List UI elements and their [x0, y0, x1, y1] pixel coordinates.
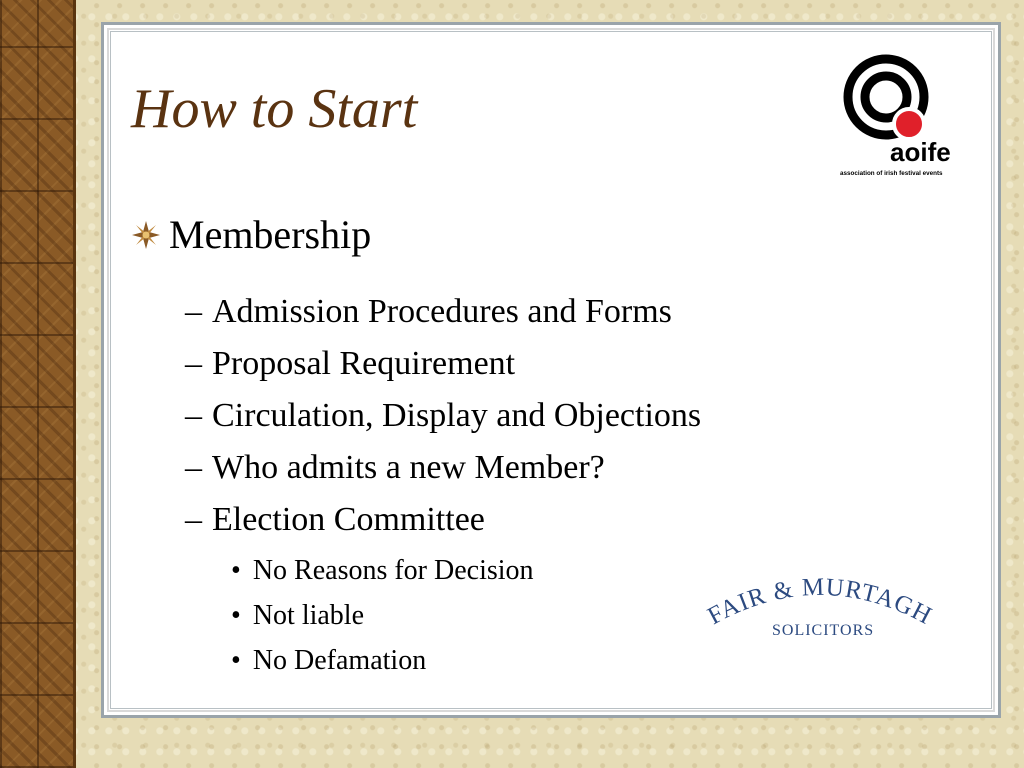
bullet-level3: • No Reasons for Decision — [231, 555, 534, 586]
slide-content-frame — [101, 22, 1001, 718]
bullet-level3-text: Not liable — [252, 600, 365, 631]
fair-murtagh-logo — [700, 570, 940, 665]
fair-murtagh-subtitle: SOLICITORS — [772, 622, 875, 639]
bullet-level1-text: Membership — [169, 212, 372, 257]
bullet-level2-text: Circulation, Display and Objections — [212, 397, 702, 434]
wood-sidebar — [0, 0, 76, 768]
bullet-level2-text: Admission Procedures and Forms — [212, 293, 672, 330]
bullet-level2-text: Election Committee — [212, 501, 485, 538]
star-bullet-icon — [131, 220, 161, 250]
bullet-level2-text: Who admits a new Member? — [212, 449, 605, 486]
slide-title: How to Start — [131, 78, 418, 140]
bullet-level3-text: No Reasons for Decision — [252, 555, 534, 586]
bullet-level2-text: Proposal Requirement — [212, 345, 516, 382]
aoife-logo — [838, 53, 960, 179]
bullet-level2: – Proposal Requirement — [185, 345, 516, 382]
bullet-level3-text: No Defamation — [252, 645, 427, 676]
bullet-level2: – Circulation, Display and Objections — [185, 397, 702, 434]
aoife-wordmark: aoife — [890, 137, 951, 167]
bullet-level1 — [131, 211, 371, 258]
bullet-level3: • No Defamation — [231, 645, 427, 676]
bullet-level2: – Who admits a new Member? — [185, 449, 605, 486]
fair-murtagh-wordmark — [700, 570, 940, 630]
bullet-level2: – Election Committee — [185, 501, 485, 538]
aoife-tagline: association of irish festival events — [840, 170, 943, 177]
svg-text:FAIR & MURTAGH: FAIR & MURTAGH — [703, 573, 937, 630]
bullet-level2: – Admission Procedures and Forms — [185, 293, 672, 330]
bullet-level3: • Not liable — [231, 600, 365, 631]
